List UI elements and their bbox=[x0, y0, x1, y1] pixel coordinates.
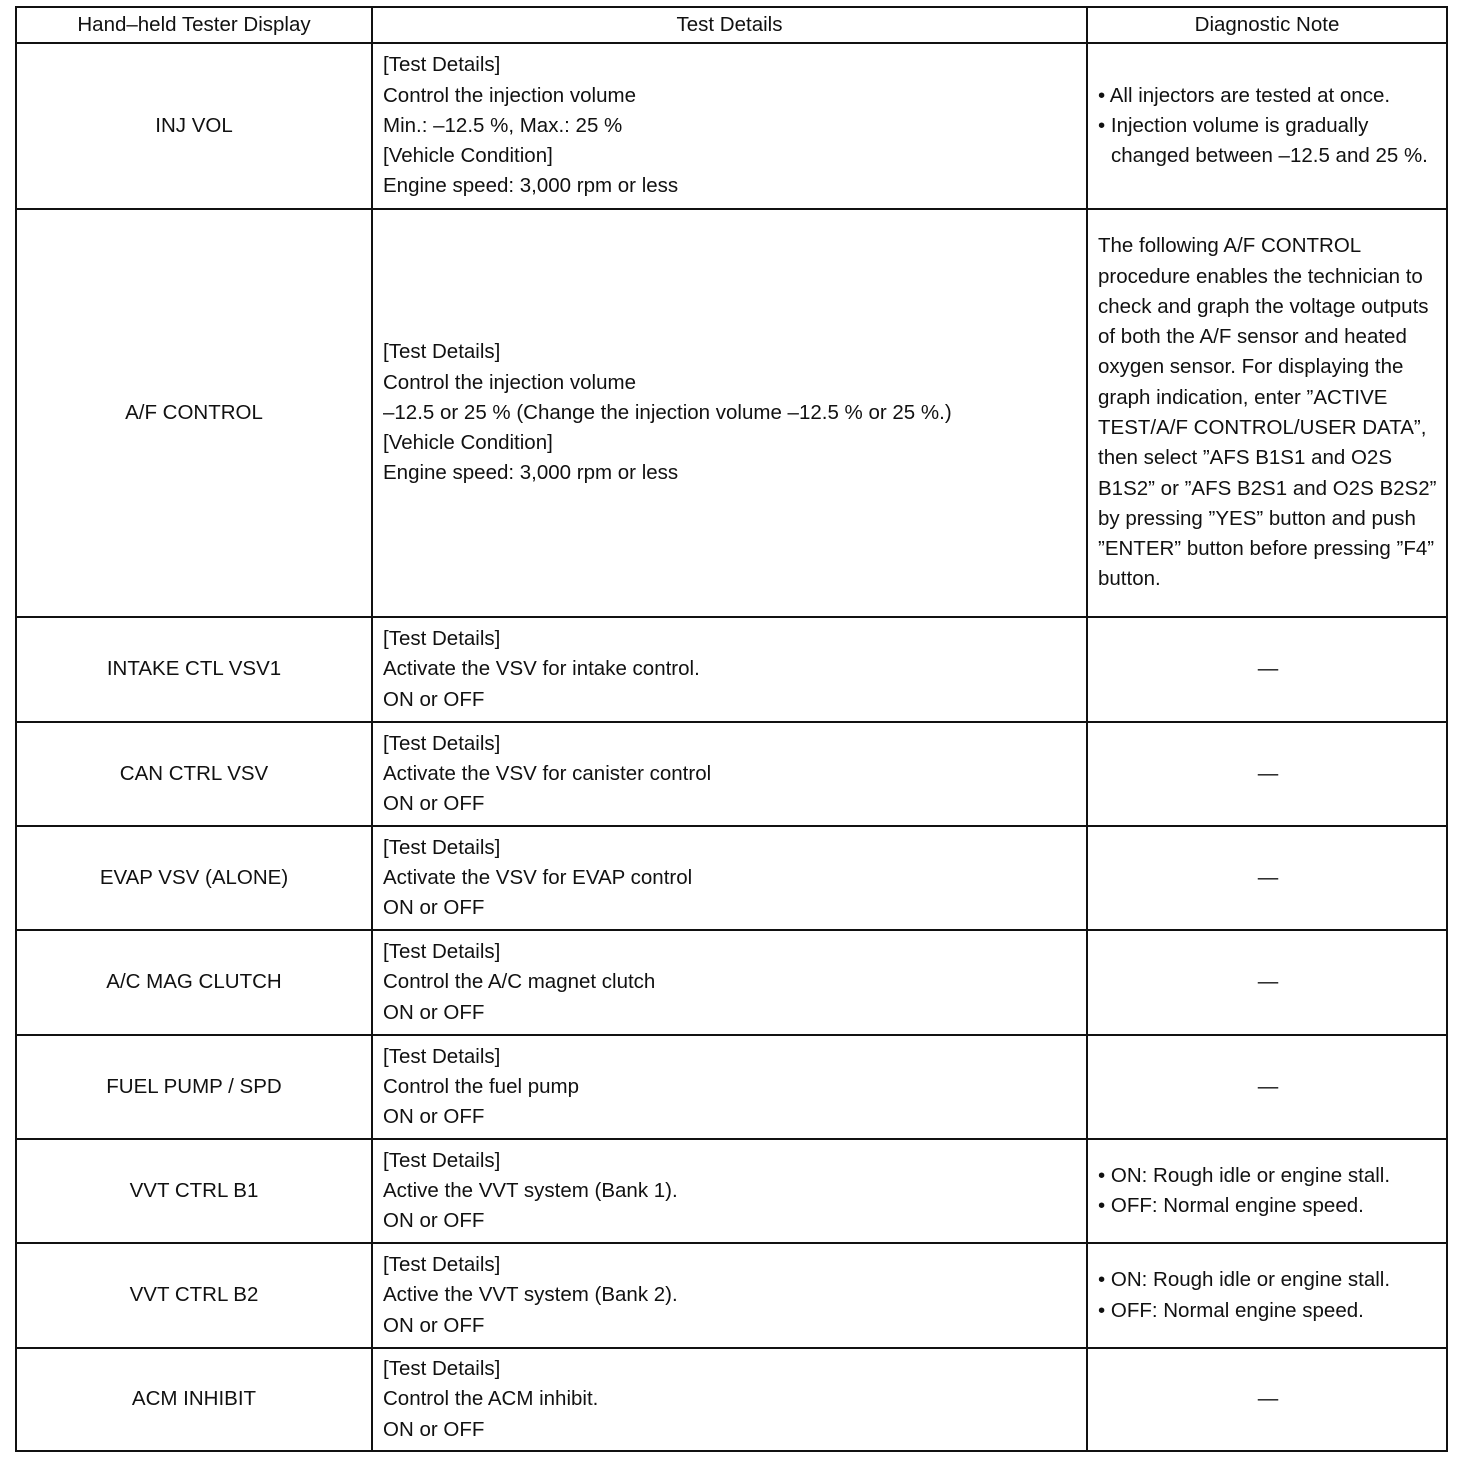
table-row-vvt-ctrl-b2 bbox=[16, 1243, 1447, 1348]
details-line: ON or OFF bbox=[383, 687, 485, 711]
header-diagnostic-note: Diagnostic Note bbox=[1087, 7, 1447, 43]
details-line: Active the VVT system (Bank 1). bbox=[383, 1178, 678, 1202]
table-row-inj-vol bbox=[16, 43, 1447, 209]
header-row bbox=[16, 7, 1447, 43]
tester-display-cell: FUEL PUMP / SPD bbox=[16, 1035, 372, 1139]
diagnostic-note-cell bbox=[1087, 1243, 1447, 1348]
diagnostic-note-dash: — bbox=[1087, 930, 1447, 1035]
details-line: ON or OFF bbox=[383, 1105, 485, 1129]
test-details-cell bbox=[372, 1139, 1087, 1243]
active-test-table bbox=[15, 6, 1448, 1452]
diagnostic-note-dash: — bbox=[1087, 1348, 1447, 1451]
table-row-af-control bbox=[16, 209, 1447, 617]
details-line: ON or OFF bbox=[383, 896, 485, 920]
diagnostic-note-dash: — bbox=[1087, 722, 1447, 826]
details-line: ON or OFF bbox=[383, 1417, 485, 1441]
note-bullet: • OFF: Normal engine speed. bbox=[1098, 1194, 1364, 1217]
note-text: The following A/F CONTROL procedure enables the technician to check and graph the voltage outputs of both the A/F sensor and heated oxygen sensor. For displaying the graph indication, enter ”ACTIVE TEST/A/F CONTROL/USER DATA”, then select ”AFS B1S1 and O2S B1S2” or ”AFS B2S1 and O2S B2S2” by pressing ”YES” button and push ”ENTER” button before pressing ”F4” button. bbox=[1098, 234, 1437, 591]
table-row-ac-mag-clutch bbox=[16, 930, 1447, 1035]
details-line: –12.5 or 25 % (Change the injection volume –12.5 % or 25 %.) bbox=[383, 400, 952, 424]
details-line: Control the fuel pump bbox=[383, 1074, 580, 1098]
tester-display-cell: A/C MAG CLUTCH bbox=[16, 930, 372, 1035]
details-line: ON or OFF bbox=[383, 1313, 485, 1337]
tester-display-cell: VVT CTRL B2 bbox=[16, 1243, 372, 1348]
details-line: [Test Details] bbox=[383, 1044, 501, 1068]
details-line: ON or OFF bbox=[383, 792, 485, 816]
details-line: Control the injection volume bbox=[383, 83, 636, 107]
note-bullet: • OFF: Normal engine speed. bbox=[1098, 1298, 1364, 1322]
tester-display-cell: VVT CTRL B1 bbox=[16, 1139, 372, 1243]
details-line: Activate the VSV for canister control bbox=[383, 761, 712, 785]
test-details-cell bbox=[372, 1348, 1087, 1451]
table-row-can-ctrl-vsv bbox=[16, 722, 1447, 826]
details-line: [Vehicle Condition] bbox=[383, 144, 553, 168]
tester-display-cell: INTAKE CTL VSV1 bbox=[16, 617, 372, 722]
diagnostic-note-cell bbox=[1087, 43, 1447, 209]
table-row-acm-inhibit bbox=[16, 1348, 1447, 1451]
details-line: Min.: –12.5 %, Max.: 25 % bbox=[383, 113, 623, 137]
details-line: Control the ACM inhibit. bbox=[383, 1387, 599, 1411]
header-test-details: Test Details bbox=[372, 7, 1087, 43]
details-line: ON or OFF bbox=[383, 1000, 485, 1024]
header-tester-display: Hand–held Tester Display bbox=[16, 7, 372, 43]
details-line: Activate the VSV for EVAP control bbox=[383, 865, 693, 889]
diagnostic-note-dash: — bbox=[1087, 617, 1447, 722]
diagnostic-note-dash: — bbox=[1087, 1035, 1447, 1139]
tester-display-cell: EVAP VSV (ALONE) bbox=[16, 826, 372, 930]
details-line: Control the injection volume bbox=[383, 370, 636, 394]
table-row-fuel-pump-spd bbox=[16, 1035, 1447, 1139]
table-row-evap-vsv bbox=[16, 826, 1447, 930]
tester-display-cell: CAN CTRL VSV bbox=[16, 722, 372, 826]
details-line: Active the VVT system (Bank 2). bbox=[383, 1283, 678, 1307]
diagnostic-note-cell bbox=[1087, 1139, 1447, 1243]
note-bullet: • Injection volume is gradually changed between –12.5 and 25 %. bbox=[1098, 113, 1428, 168]
note-bullet: • All injectors are tested at once. bbox=[1098, 83, 1391, 107]
diagnostic-note-cell bbox=[1087, 209, 1447, 617]
test-details-cell bbox=[372, 617, 1087, 722]
test-details-cell bbox=[372, 43, 1087, 209]
details-line: Engine speed: 3,000 rpm or less bbox=[383, 174, 679, 198]
details-line: Activate the VSV for intake control. bbox=[383, 657, 700, 681]
details-line: [Test Details] bbox=[383, 627, 501, 651]
details-line: [Test Details] bbox=[383, 53, 501, 77]
table-row-intake-ctl-vsv1 bbox=[16, 617, 1447, 722]
details-line: [Vehicle Condition] bbox=[383, 431, 553, 455]
details-line: [Test Details] bbox=[383, 1148, 501, 1172]
table-row-vvt-ctrl-b1 bbox=[16, 1139, 1447, 1243]
details-line: ON or OFF bbox=[383, 1209, 485, 1233]
details-line: Engine speed: 3,000 rpm or less bbox=[383, 461, 679, 485]
details-line: [Test Details] bbox=[383, 340, 501, 364]
note-bullet: • ON: Rough idle or engine stall. bbox=[1098, 1268, 1391, 1292]
tester-display-cell: ACM INHIBIT bbox=[16, 1348, 372, 1451]
note-bullet: • ON: Rough idle or engine stall. bbox=[1098, 1163, 1391, 1187]
diagnostic-note-dash: — bbox=[1087, 826, 1447, 930]
tester-display-cell: INJ VOL bbox=[16, 43, 372, 209]
test-details-cell bbox=[372, 209, 1087, 617]
details-line: [Test Details] bbox=[383, 731, 501, 755]
details-line: [Test Details] bbox=[383, 1357, 501, 1381]
tester-display-cell: A/F CONTROL bbox=[16, 209, 372, 617]
test-details-cell bbox=[372, 722, 1087, 826]
test-details-cell bbox=[372, 930, 1087, 1035]
test-details-cell bbox=[372, 1035, 1087, 1139]
details-line: Control the A/C magnet clutch bbox=[383, 970, 656, 994]
test-details-cell bbox=[372, 826, 1087, 930]
test-details-cell bbox=[372, 1243, 1087, 1348]
details-line: [Test Details] bbox=[383, 940, 501, 964]
details-line: [Test Details] bbox=[383, 835, 501, 859]
details-line: [Test Details] bbox=[383, 1253, 501, 1277]
